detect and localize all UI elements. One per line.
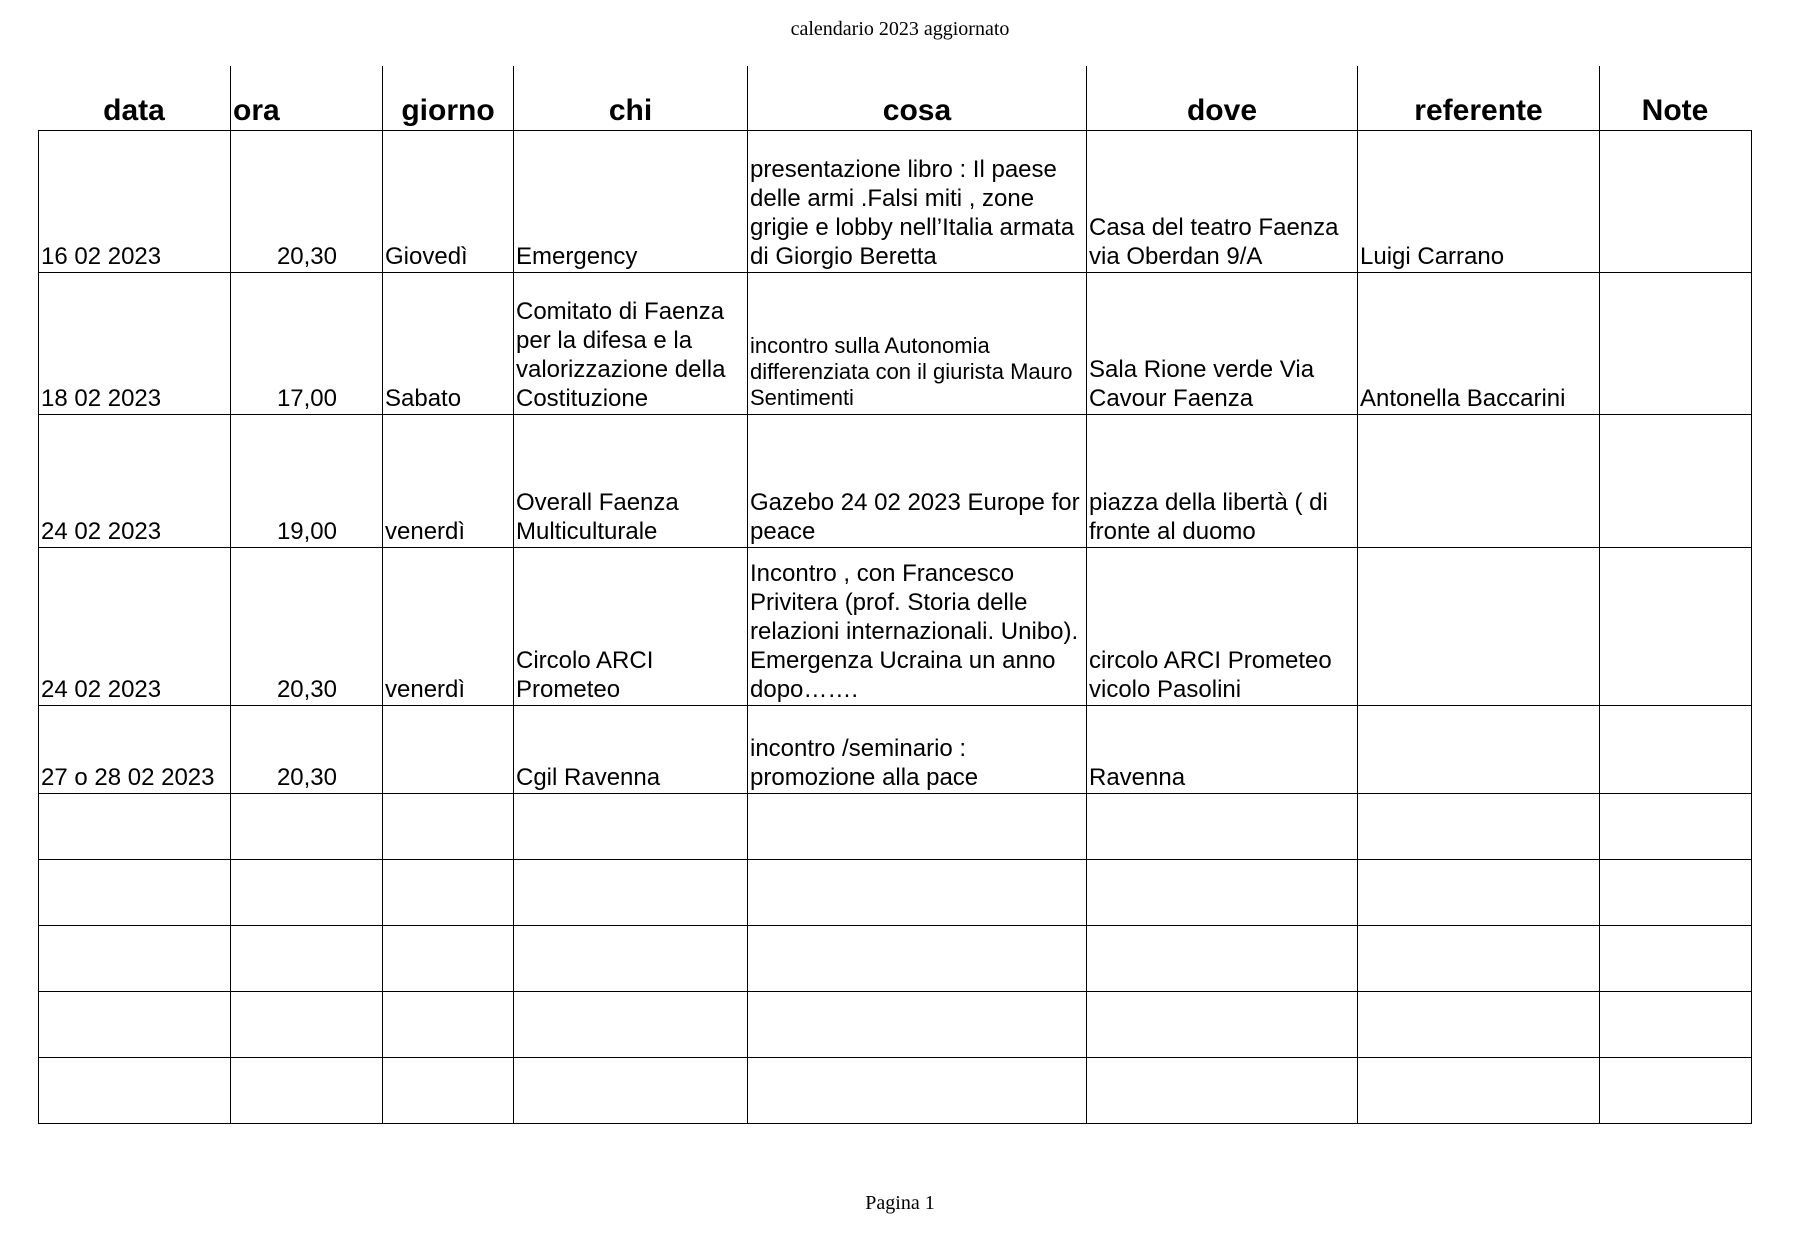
cell-referente: Antonella Baccarini (1358, 273, 1600, 415)
empty-cell (1087, 860, 1358, 926)
cell-chi: Comitato di Faenza per la difesa e la valorizzazione della Costituzione (514, 273, 748, 415)
empty-cell (1600, 992, 1752, 1058)
empty-cell (383, 926, 514, 992)
cell-cosa: presentazione libro : Il paese delle armi .Falsi miti , zone grigie e lobby nell’Italia armata di Giorgio Beretta (748, 131, 1087, 273)
cell-dove: piazza della libertà ( di fronte al duomo (1087, 415, 1358, 548)
cell-note (1600, 548, 1752, 706)
cell-giorno: venerdì (383, 415, 514, 548)
cell-giorno (383, 706, 514, 794)
table-row (39, 548, 1752, 706)
cell-data: 18 02 2023 (39, 273, 231, 415)
cell-chi: Overall Faenza Multiculturale (514, 415, 748, 548)
cell-ora: 19,00 (231, 415, 383, 548)
cell-dove: Ravenna (1087, 706, 1358, 794)
calendar-table (38, 130, 1752, 1124)
empty-cell (514, 992, 748, 1058)
cell-referente (1358, 706, 1600, 794)
cell-referente: Luigi Carrano (1358, 131, 1600, 273)
empty-cell (514, 860, 748, 926)
empty-cell (1358, 794, 1600, 860)
empty-cell (231, 926, 383, 992)
empty-cell (1358, 926, 1600, 992)
empty-cell (1358, 992, 1600, 1058)
cell-giorno: Giovedì (383, 131, 514, 273)
empty-cell (748, 794, 1087, 860)
empty-cell (231, 860, 383, 926)
cell-data: 24 02 2023 (39, 415, 231, 548)
table-row (39, 415, 1752, 548)
empty-row (39, 992, 1752, 1058)
empty-cell (748, 860, 1087, 926)
cell-cosa: incontro /seminario : promozione alla pace (748, 706, 1087, 794)
empty-cell (39, 926, 231, 992)
cell-note (1600, 706, 1752, 794)
header-referente: referente (1357, 66, 1599, 130)
empty-cell (1087, 926, 1358, 992)
header-dove: dove (1086, 66, 1357, 130)
cell-referente (1358, 548, 1600, 706)
empty-cell (748, 992, 1087, 1058)
cell-dove: Sala Rione verde Via Cavour Faenza (1087, 273, 1358, 415)
cell-note (1600, 415, 1752, 548)
table-row (39, 273, 1752, 415)
empty-cell (748, 926, 1087, 992)
empty-cell (383, 794, 514, 860)
empty-cell (1358, 1058, 1600, 1124)
empty-cell (514, 926, 748, 992)
cell-cosa: Incontro , con Francesco Privitera (prof. Storia delle relazioni internazionali. Unibo). Emergenza Ucraina un anno dopo……. (748, 548, 1087, 706)
cell-chi: Emergency (514, 131, 748, 273)
empty-row (39, 794, 1752, 860)
header-ora: ora (230, 66, 382, 130)
empty-cell (39, 1058, 231, 1124)
empty-cell (39, 794, 231, 860)
empty-cell (748, 1058, 1087, 1124)
empty-cell (231, 992, 383, 1058)
empty-cell (39, 860, 231, 926)
empty-cell (1358, 860, 1600, 926)
empty-cell (39, 992, 231, 1058)
page-footer: Pagina 1 (865, 1192, 935, 1214)
empty-cell (1087, 1058, 1358, 1124)
table-row (39, 706, 1752, 794)
empty-cell (231, 794, 383, 860)
table-row (39, 131, 1752, 273)
cell-note (1600, 131, 1752, 273)
cell-giorno: Sabato (383, 273, 514, 415)
empty-cell (1600, 794, 1752, 860)
empty-cell (1600, 926, 1752, 992)
header-cosa: cosa (747, 66, 1086, 130)
empty-cell (1600, 1058, 1752, 1124)
cell-data: 16 02 2023 (39, 131, 231, 273)
empty-row (39, 926, 1752, 992)
cell-ora: 20,30 (231, 706, 383, 794)
empty-cell (1087, 992, 1358, 1058)
header-note: Note (1599, 66, 1750, 130)
header-giorno: giorno (382, 66, 513, 130)
cell-note (1600, 273, 1752, 415)
empty-cell (231, 1058, 383, 1124)
cell-giorno: venerdì (383, 548, 514, 706)
cell-data: 27 o 28 02 2023 (39, 706, 231, 794)
cell-dove: circolo ARCI Prometeo vicolo Pasolini (1087, 548, 1358, 706)
cell-cosa: incontro sulla Autonomia differenziata con il giurista Mauro Sentimenti (748, 273, 1087, 415)
cell-chi: Cgil Ravenna (514, 706, 748, 794)
cell-ora: 20,30 (231, 548, 383, 706)
cell-dove: Casa del teatro Faenza via Oberdan 9/A (1087, 131, 1358, 273)
empty-cell (1087, 794, 1358, 860)
empty-cell (514, 794, 748, 860)
header-chi: chi (513, 66, 747, 130)
empty-cell (383, 860, 514, 926)
empty-cell (514, 1058, 748, 1124)
empty-cell (383, 1058, 514, 1124)
empty-row (39, 1058, 1752, 1124)
header-data: data (103, 94, 165, 127)
cell-data: 24 02 2023 (39, 548, 231, 706)
cell-ora: 20,30 (231, 131, 383, 273)
page-title: calendario 2023 aggiornato (790, 18, 1010, 40)
cell-chi: Circolo ARCI Prometeo (514, 548, 748, 706)
cell-referente (1358, 415, 1600, 548)
empty-cell (383, 992, 514, 1058)
empty-row (39, 860, 1752, 926)
cell-ora: 17,00 (231, 273, 383, 415)
empty-cell (1600, 860, 1752, 926)
cell-cosa: Gazebo 24 02 2023 Europe for peace (748, 415, 1087, 548)
